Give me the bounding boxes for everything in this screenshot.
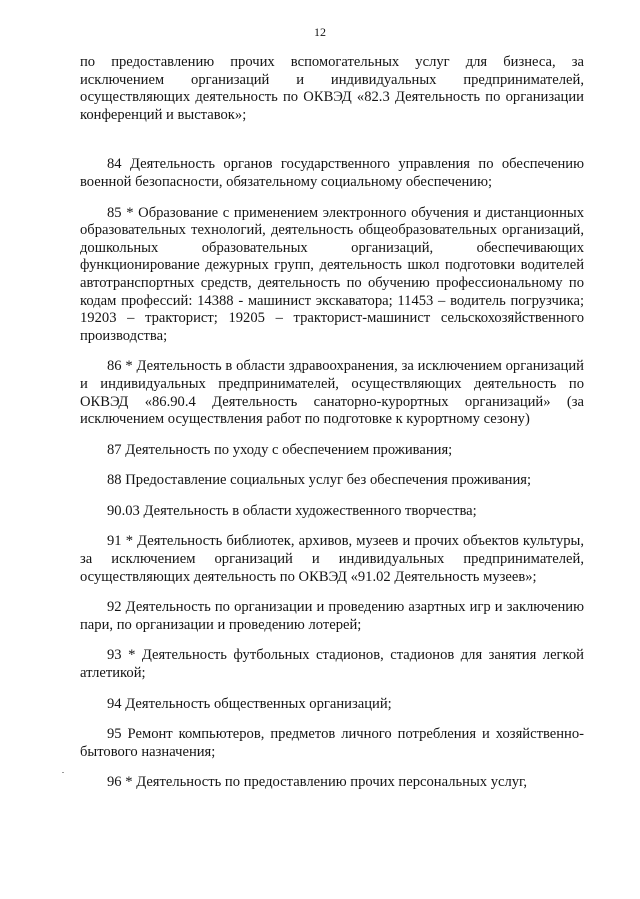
paragraph-92: 92 Деятельность по организации и проведению азартных игр и заключению пари, по организации и проведению лотерей; <box>80 599 584 633</box>
document-body <box>80 54 584 792</box>
paragraph-95: 95 Ремонт компьютеров, предметов личного потребления и хозяйственно-бытового назначения; <box>80 726 584 760</box>
page-number: 12 <box>314 25 326 39</box>
paragraph-84: 84 Деятельность органов государственного управления по обеспечению военной безопасности, обязательному социальному обеспечению; <box>80 156 584 190</box>
paragraph-93: 93 * Деятельность футбольных стадионов, стадионов для занятия легкой атлетикой; <box>80 647 584 682</box>
paragraph-86: 86 * Деятельность в области здравоохранения, за исключением организаций и индивидуальных предпринимателей, осуществляющих деятельность по ОКВЭД «86.90.4 Деятельность санаторно-курортных организаций» (за исключением осуществления работ по подготовке к курортному сезону) <box>80 358 584 428</box>
paragraph-continuation: по предоставлению прочих вспомогательных услуг для бизнеса, за исключением организаций и индивидуальных предпринимателей, осуществляющих деятельность по ОКВЭД «82.3 Деятельность по организации конференций и выставок»; <box>80 54 584 123</box>
paragraph-87: 87 Деятельность по уходу с обеспечением проживания; <box>107 441 453 458</box>
paragraph-96: 96 * Деятельность по предоставлению прочих персональных услуг, <box>107 774 528 791</box>
scan-speck <box>62 772 64 773</box>
paragraph-88: 88 Предоставление социальных услуг без обеспечения проживания; <box>107 472 532 489</box>
paragraph-85: 85 * Образование с применением электронного обучения и дистанционных образовательных технологий, деятельность общеобразовательных организаций, дошкольных образовательных организаций, обеспечивающих функционирование дежурных групп, деятельность школ подготовки водителей автотранспортных средств, деятельность по обучению профессиональному по кодам профессий: 14388 - машинист экскаватора; 11453 – водитель погрузчика; 19203 – тракторист; 19205 – тракторист-машинист сельскохозяйственного производства; <box>80 204 584 344</box>
paragraph-94: 94 Деятельность общественных организаций; <box>107 695 392 712</box>
paragraph-90-03: 90.03 Деятельность в области художественного творчества; <box>107 502 477 519</box>
paragraph-91: 91 * Деятельность библиотек, архивов, музеев и прочих объектов культуры, за исключением организаций и индивидуальных предпринимателей, осуществляющих деятельность по ОКВЭД «91.02 Деятельность музеев»; <box>80 533 584 585</box>
